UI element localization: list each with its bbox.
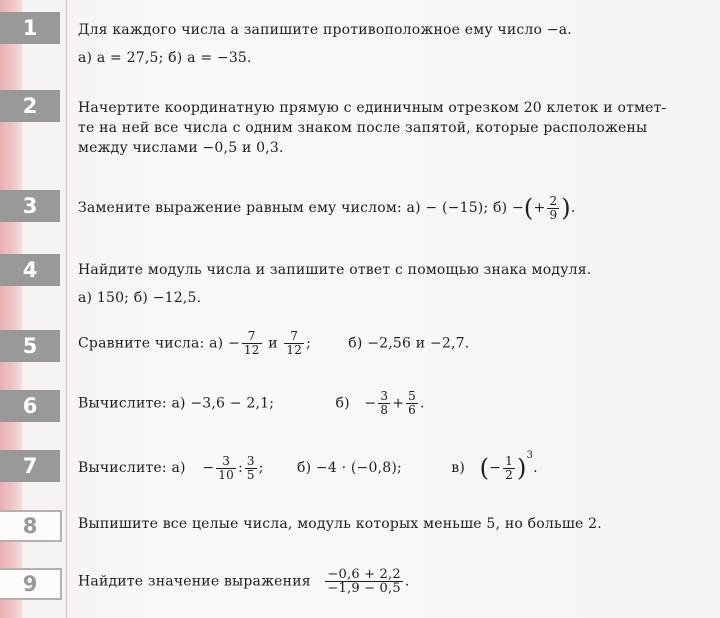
separator: ; bbox=[306, 335, 311, 352]
fraction bbox=[242, 330, 262, 357]
margin-line bbox=[66, 0, 67, 618]
exponent: 3 bbox=[526, 450, 534, 461]
task-number: 8 bbox=[0, 510, 62, 542]
task-number: 3 bbox=[0, 190, 60, 222]
denominator: 12 bbox=[243, 343, 260, 357]
fraction bbox=[216, 455, 236, 482]
fraction bbox=[547, 195, 559, 222]
numerator: 3 bbox=[246, 453, 255, 468]
minus-sign: − bbox=[511, 200, 524, 216]
task-text: Выпишите все целые числа, модуль которых меньше 5, но больше 2. bbox=[78, 516, 602, 532]
task-number: 6 bbox=[0, 390, 60, 422]
task-text-part-b: б) −4 · (−0,8); bbox=[296, 460, 402, 476]
right-paren: ) bbox=[561, 194, 571, 222]
fraction bbox=[406, 390, 418, 417]
fraction bbox=[378, 390, 390, 417]
task-number: 4 bbox=[0, 254, 60, 286]
end-punct: . bbox=[419, 395, 425, 412]
left-paren: ( bbox=[523, 194, 534, 222]
separator: ; bbox=[258, 460, 264, 476]
task-text-main: Вычислите: а) bbox=[78, 460, 186, 476]
conjunction: и bbox=[268, 335, 278, 352]
task-text-part-b: б) −2,56 и −2,7. bbox=[348, 335, 470, 352]
denominator: 9 bbox=[549, 207, 558, 222]
task-text-main: Замените выражение равным ему числом: а) − (−15); б) bbox=[78, 200, 508, 216]
denominator: 6 bbox=[408, 403, 416, 417]
denominator: 10 bbox=[218, 467, 234, 482]
task-text bbox=[78, 390, 425, 417]
label-b: б) bbox=[335, 395, 350, 412]
task-number: 7 bbox=[0, 450, 60, 482]
denominator: 2 bbox=[505, 467, 514, 482]
task-text bbox=[78, 330, 469, 357]
fraction bbox=[245, 455, 257, 482]
denominator: 12 bbox=[286, 343, 303, 357]
numerator: −0,6 + 2,2 bbox=[327, 567, 401, 582]
numerator: 5 bbox=[408, 389, 416, 403]
fraction bbox=[325, 568, 402, 595]
label-c: в) bbox=[451, 460, 465, 476]
numerator: 2 bbox=[549, 193, 558, 208]
task-number: 5 bbox=[0, 330, 60, 362]
end-punct: . bbox=[570, 200, 576, 216]
plus-sign: + bbox=[392, 395, 405, 412]
task-text: Найдите модуль числа и запишите ответ с помощью знака модуля. bbox=[78, 262, 592, 278]
task-text-main: Сравните числа: а) − bbox=[78, 335, 240, 352]
minus-sign: − bbox=[364, 395, 377, 412]
plus-sign: + bbox=[533, 200, 546, 216]
fraction bbox=[503, 455, 515, 482]
denominator: −1,9 − 0,5 bbox=[327, 581, 401, 596]
end-punct: . bbox=[533, 460, 538, 476]
task-number: 1 bbox=[0, 12, 60, 44]
numerator: 7 bbox=[284, 330, 304, 344]
task-text-main: Вычислите: а) −3,6 − 2,1; bbox=[78, 395, 275, 412]
task-text: между числами −0,5 и 0,3. bbox=[78, 140, 284, 156]
task-text-main: Найдите значение выражения bbox=[78, 573, 311, 590]
task-number: 2 bbox=[0, 90, 60, 122]
denominator: 5 bbox=[246, 467, 255, 482]
task-text: те на ней все числа с одним знаком после запятой, которые расположены bbox=[78, 120, 648, 136]
fraction bbox=[284, 330, 304, 357]
minus-sign: − bbox=[202, 460, 215, 476]
end-punct: . bbox=[404, 573, 410, 590]
task-text: Вычислите: а) − $\frac{3}{10}$ : $\frac{3}{5}$ ; б) −4 · (−0,8); в) (− $\frac{1}{2}$ )$^3$. bbox=[78, 450, 538, 482]
task-text bbox=[78, 568, 409, 595]
numerator: 3 bbox=[380, 389, 389, 403]
numerator: 1 bbox=[505, 453, 514, 468]
task-text: а) a = 27,5; б) a = −35. bbox=[78, 50, 252, 66]
denominator: 8 bbox=[380, 403, 389, 417]
task-text bbox=[78, 194, 576, 222]
task-text: Начертите координатную прямую с единичным отрезком 20 клеток и отмет- bbox=[78, 100, 667, 116]
task-text: Для каждого числа a запишите противоположное ему число −a. bbox=[78, 22, 572, 38]
colon: : bbox=[237, 460, 243, 476]
right-paren: ) bbox=[517, 454, 527, 482]
numerator: 7 bbox=[242, 330, 262, 344]
task-text: а) 150; б) −12,5. bbox=[78, 290, 202, 306]
left-paren: ( bbox=[479, 454, 490, 482]
task-number: 9 bbox=[0, 568, 62, 600]
numerator: 3 bbox=[216, 455, 236, 469]
